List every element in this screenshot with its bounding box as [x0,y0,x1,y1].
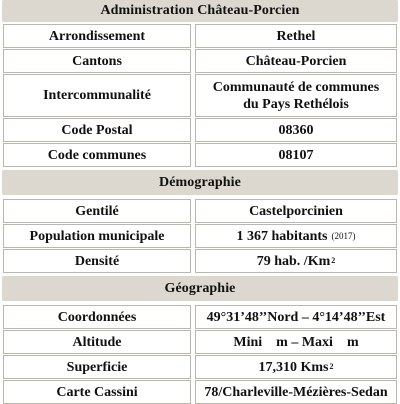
label-gentile: Gentilé [3,199,191,223]
population-year: (2017) [331,230,356,241]
value-arrondissement: Rethel [195,24,397,48]
label-population: Population municipale [3,224,191,248]
section-header-geographie: Géographie [2,276,398,301]
label-arrondissement: Arrondissement [3,24,191,48]
altitude-maxi: m – Maxi [276,334,333,350]
label-coordonnees: Coordonnées [3,305,191,329]
value-coordonnees: 49°31’48’’Nord – 4°14’48’’Est [195,305,397,329]
row-intercommunalite [0,74,400,117]
altitude-mini: Mini [233,334,263,350]
label-code-communes: Code communes [3,143,191,167]
label-intercommunalite: Intercommunalité [3,74,191,117]
row-densite [0,249,400,273]
value-altitude [195,330,397,354]
label-densite: Densité [3,249,191,273]
value-population [195,224,397,248]
row-code-postal [0,118,400,142]
row-code-communes [0,143,400,167]
value-intercommunalite-line1: Communauté de communes [212,79,380,95]
row-altitude [0,330,400,354]
row-coordonnees [0,305,400,329]
row-population [0,224,400,248]
label-carte-cassini: Carte Cassini [3,380,191,404]
value-code-postal: 08360 [195,118,397,142]
value-code-communes: 08107 [195,143,397,167]
value-gentile: Castelporcinien [195,199,397,223]
row-gentile [0,199,400,223]
value-intercommunalite [195,74,397,117]
row-superficie [0,355,400,379]
label-code-postal: Code Postal [3,118,191,142]
value-carte-cassini: 78/Charleville-Mézières-Sedan [195,380,397,404]
superficie-value: 17,310 Kms [258,359,329,375]
label-superficie: Superficie [3,355,191,379]
section-header-administration: Administration Château-Porcien [2,0,398,22]
value-cantons: Château-Porcien [195,49,397,73]
row-carte-cassini [0,380,400,404]
altitude-unit: m [346,334,359,350]
row-cantons [0,49,400,73]
value-densite: 79 hab. /Km 2 [195,249,397,273]
label-altitude: Altitude [3,330,191,354]
densite-value: 79 hab. /Km [256,253,331,269]
row-arrondissement [0,24,400,48]
value-superficie: 17,310 Kms 2 [195,355,397,379]
section-header-demographie: Démographie [2,170,398,195]
label-cantons: Cantons [3,49,191,73]
value-intercommunalite-line2: du Pays Rethélois [243,96,349,112]
population-value: 1 367 habitants [236,228,328,244]
